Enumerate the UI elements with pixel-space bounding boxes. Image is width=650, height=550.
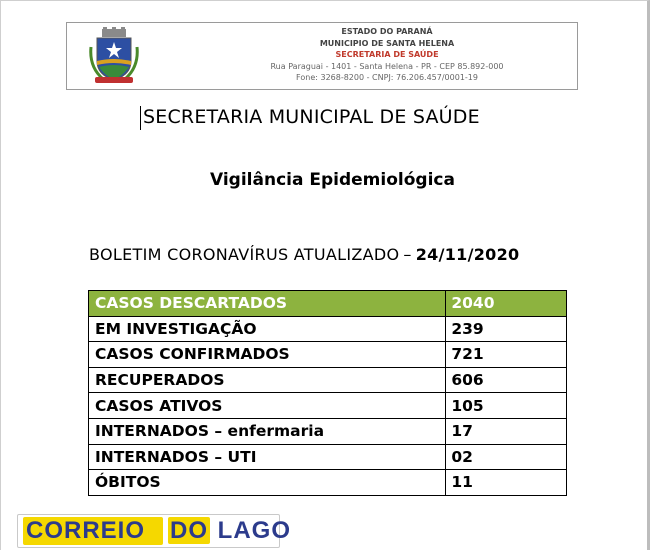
phone-line: Fone: 3268-8200 - CNPJ: 76.206.457/0001-19 — [296, 73, 478, 82]
letterhead-text — [217, 26, 557, 84]
row-label: INTERNADOS – UTI — [89, 444, 446, 470]
row-label: CASOS ATIVOS — [89, 393, 446, 419]
table-row — [89, 291, 567, 317]
state-name: ESTADO DO PARANÁ — [341, 27, 433, 36]
table-row — [89, 393, 567, 419]
table-row — [89, 470, 567, 496]
letterhead — [66, 22, 578, 90]
address-line: Rua Paraguai - 1401 - Santa Helena - PR - CEP 85.892-000 — [270, 61, 504, 71]
table-row — [89, 316, 567, 342]
table-row — [89, 367, 567, 393]
row-label: CASOS DESCARTADOS — [89, 291, 446, 317]
table-row — [89, 444, 567, 470]
row-value: 2040 — [446, 291, 567, 317]
bulletin-label: BOLETIM CORONAVÍRUS ATUALIZADO — [89, 245, 400, 264]
logo-words-do-lago — [168, 517, 293, 545]
page-title: SECRETARIA MUNICIPAL DE SAÚDE — [143, 106, 480, 128]
correio-do-lago-logo — [17, 514, 291, 548]
coat-of-arms-icon — [89, 27, 139, 85]
row-value: 17 — [446, 418, 567, 444]
row-label: RECUPERADOS — [89, 367, 446, 393]
row-label: EM INVESTIGAÇÃO — [89, 316, 446, 342]
page-subtitle: Vigilância Epidemiológica — [210, 170, 455, 190]
row-value: 02 — [446, 444, 567, 470]
row-value: 721 — [446, 342, 567, 368]
logo-word-lago: LAGO — [217, 517, 291, 544]
row-value: 105 — [446, 393, 567, 419]
table-row — [89, 342, 567, 368]
row-label: INTERNADOS – enfermaria — [89, 418, 446, 444]
row-value: 239 — [446, 316, 567, 342]
row-label: CASOS CONFIRMADOS — [89, 342, 446, 368]
bulletin-date: 24/11/2020 — [415, 245, 520, 264]
municipality-name: MUNICIPIO DE SANTA HELENA — [319, 38, 455, 48]
row-label: ÓBITOS — [89, 470, 446, 496]
bulletin-separator: – — [403, 245, 412, 264]
row-value: 11 — [446, 470, 567, 496]
department-name: SECRETARIA DE SAÚDE — [335, 50, 439, 59]
table-row — [89, 418, 567, 444]
logo-word-correio: CORREIO — [23, 517, 163, 545]
text-cursor — [140, 106, 141, 130]
row-value: 606 — [446, 367, 567, 393]
bulletin-heading — [89, 245, 519, 264]
logo-word-do: DO — [170, 517, 208, 544]
cases-table — [88, 290, 567, 496]
